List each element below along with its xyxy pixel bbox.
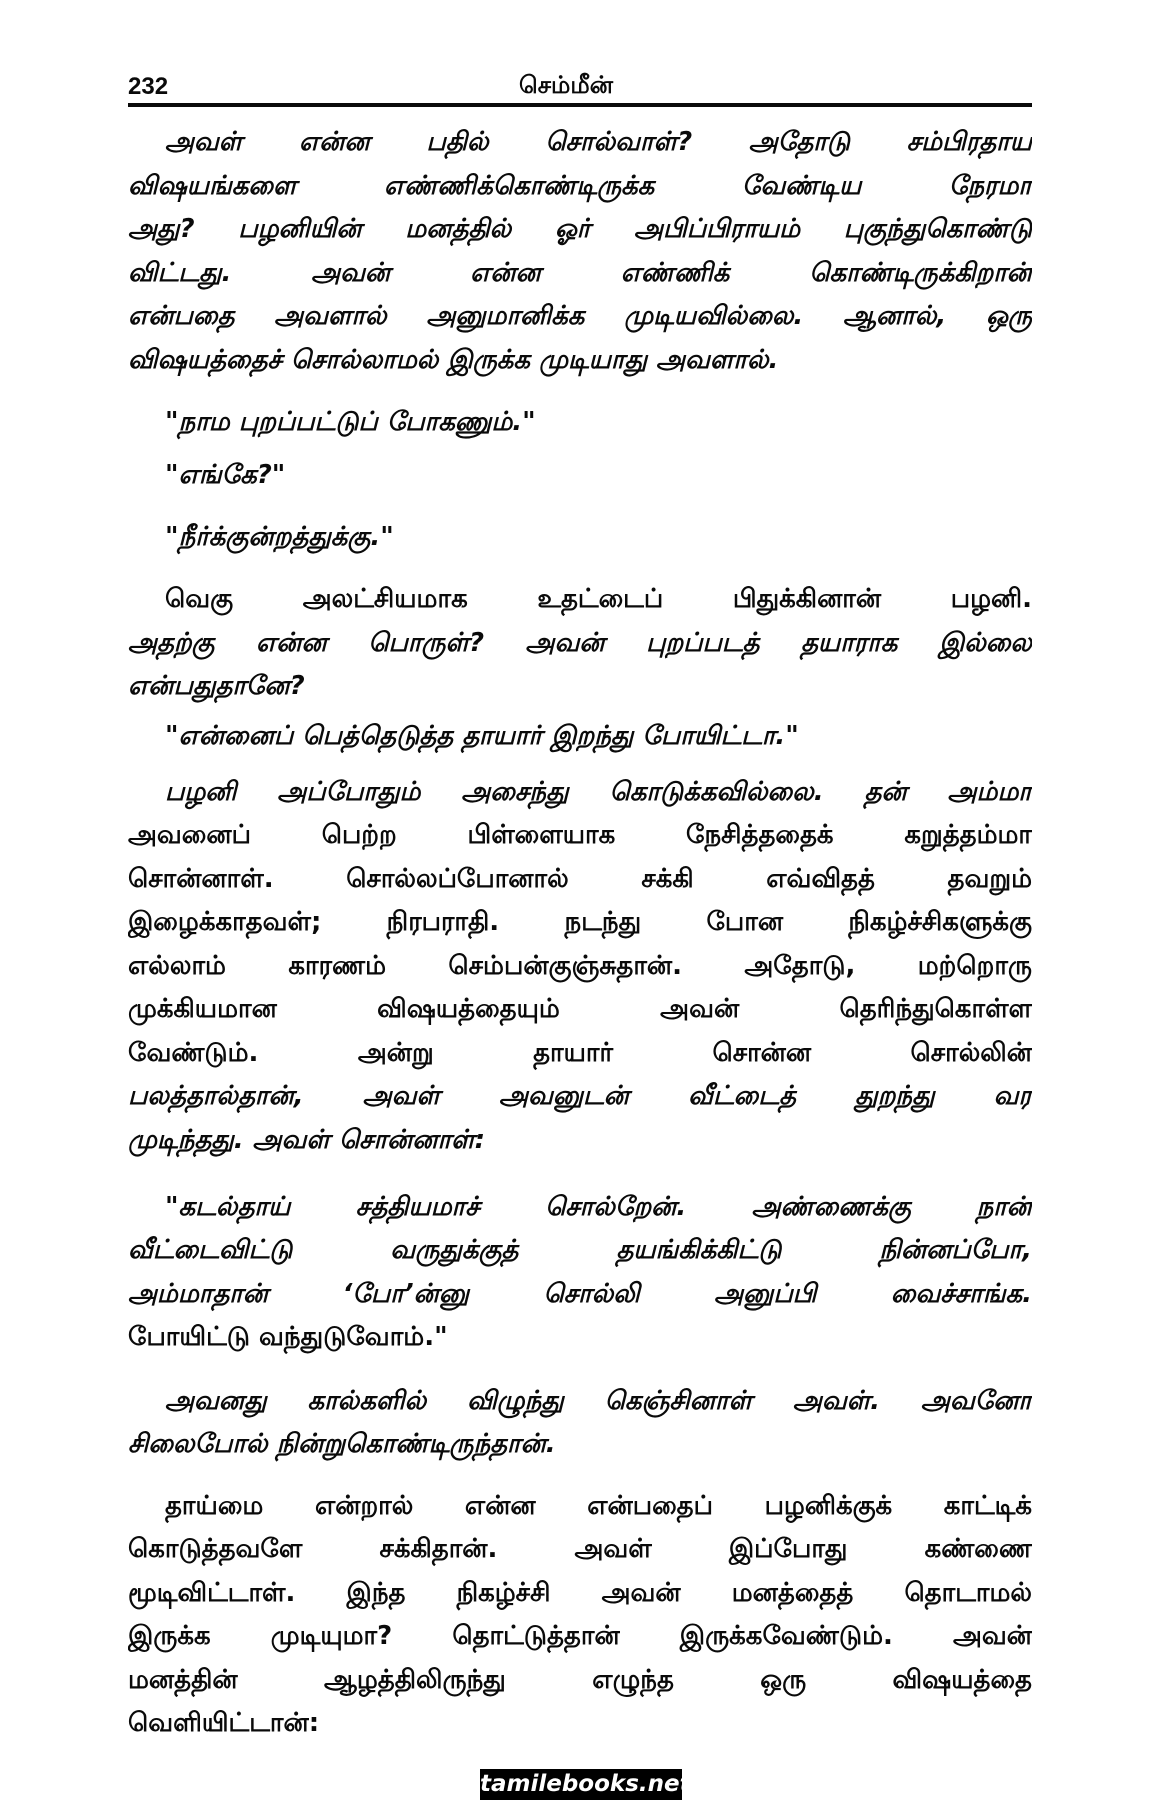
text-line: அம்மாதான் ‘போ’ன்னு சொல்லி அனுப்பி வைச்சாங்க. — [128, 1279, 1032, 1309]
text-line: கொடுத்தவளே சக்கிதான். அவள் இப்போது கண்ணை — [128, 1534, 1032, 1564]
text-line: என்பதுதானே? — [128, 671, 305, 701]
text-line: "நீர்க்குன்றத்துக்கு." — [165, 522, 394, 552]
page-number: 232 — [128, 73, 169, 100]
text-line: விட்டது. அவன் என்ன எண்ணிக் கொண்டிருக்கிறான் — [128, 258, 1032, 288]
text-line: சிலைபோல் நின்றுகொண்டிருந்தான். — [128, 1429, 556, 1459]
text-line: வெளியிட்டான்: — [128, 1708, 320, 1738]
text-line: அவனைப் பெற்ற பிள்ளையாக நேசித்ததைக் கறுத்தம்மா — [128, 820, 1032, 850]
text-line: வெகு அலட்சியமாக உதட்டைப் பிதுக்கினான் பழனி. — [165, 584, 1032, 614]
text-line: அவள் என்ன பதில் சொல்வாள்? அதோடு சம்பிரதாய — [165, 127, 1032, 157]
running-title: செம்மீன் — [519, 71, 613, 99]
text-line: இருக்க முடியுமா? தொட்டுத்தான் இருக்கவேண்டும். அவன் — [128, 1621, 1032, 1651]
text-line: அதற்கு என்ன பொருள்? அவன் புறப்படத் தயாராக இல்லை — [128, 628, 1032, 658]
text-line: "நாம புறப்பட்டுப் போகணும்." — [165, 407, 536, 437]
text-line: விஷயங்களை எண்ணிக்கொண்டிருக்க வேண்டிய நேரமா — [128, 171, 1032, 201]
text-line: போயிட்டு வந்துடுவோம்." — [128, 1322, 448, 1352]
text-line: தாய்மை என்றால் என்ன என்பதைப் பழனிக்குக் காட்டிக் — [165, 1491, 1032, 1521]
text-line: முடிந்தது. அவள் சொன்னாள்: — [128, 1125, 486, 1155]
text-line: மனத்தின் ஆழத்திலிருந்து எழுந்த ஒரு விஷயத்தை — [128, 1665, 1032, 1695]
text-line: என்பதை அவளால் அனுமானிக்க முடியவில்லை. ஆனால், ஒரு — [128, 301, 1032, 331]
text-line: முக்கியமான விஷயத்தையும் அவன் தெரிந்துகொள்ள — [128, 994, 1032, 1024]
text-line: எல்லாம் காரணம் செம்பன்குஞ்சுதான். அதோடு, மற்றொரு — [128, 951, 1032, 981]
text-line: பழனி அப்போதும் அசைந்து கொடுக்கவில்லை. தன் அம்மா — [165, 777, 1032, 807]
text-line: அது? பழனியின் மனத்தில் ஓர் அபிப்பிராயம் புகுந்துகொண்டு — [128, 214, 1032, 244]
text-line: மூடிவிட்டாள். இந்த நிகழ்ச்சி அவன் மனத்தைத் தொடாமல் — [128, 1578, 1032, 1608]
text-line: விஷயத்தைச் சொல்லாமல் இருக்க முடியாது அவளால். — [128, 345, 779, 375]
text-line: பலத்தால்தான், அவள் அவனுடன் வீட்டைத் துறந்து வர — [128, 1081, 1032, 1111]
text-line: "எங்கே?" — [165, 460, 286, 490]
text-line: "கடல்தாய் சத்தியமாச் சொல்றேன். அண்ணைக்கு நான் — [165, 1192, 1032, 1222]
text-line: வேண்டும். அன்று தாயார் சொன்ன சொல்லின் — [128, 1038, 1032, 1068]
text-line: "என்னைப் பெத்தெடுத்த தாயார் இறந்து போயிட்டா." — [165, 721, 799, 751]
header-rule — [128, 103, 1032, 107]
text-line: சொன்னாள். சொல்லப்போனால் சக்கி எவ்விதத் தவறும் — [128, 864, 1032, 894]
text-line: இழைக்காதவள்; நிரபராதி. நடந்து போன நிகழ்ச்சிகளுக்கு — [128, 907, 1032, 937]
text-line: அவனது கால்களில் விழுந்து கெஞ்சினாள் அவள். அவனோ — [165, 1386, 1032, 1416]
text-line: வீட்டைவிட்டு வருதுக்குத் தயங்கிக்கிட்டு நின்னப்போ, — [128, 1235, 1032, 1265]
watermark-label: tamilebooks.net — [480, 1769, 682, 1800]
